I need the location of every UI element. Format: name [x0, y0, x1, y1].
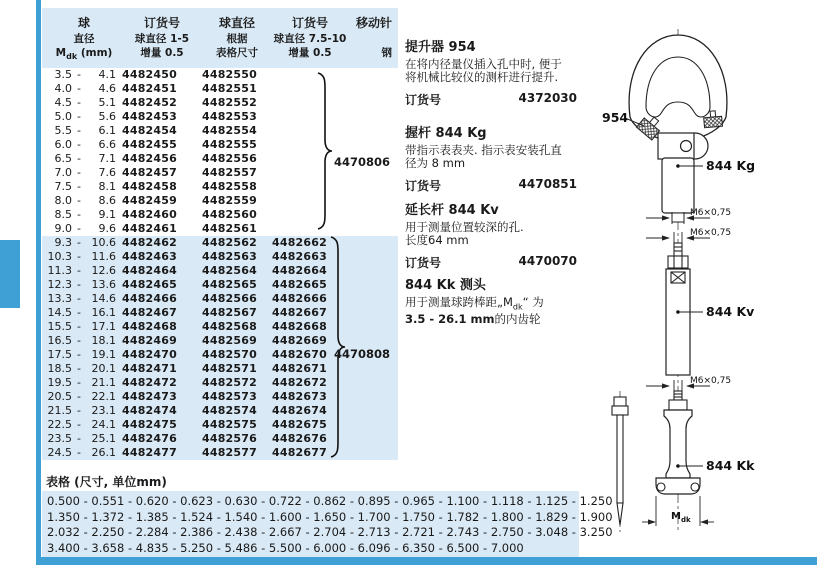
label-954: 954: [602, 110, 629, 125]
table-row: 19.5 - 21.1 4482472 4482572 4482672: [47, 376, 327, 389]
table-row: 14.5 - 16.1 4482467 4482567 4482667: [47, 306, 327, 319]
extension-rod: [666, 243, 690, 375]
table-row: 13.3 - 14.6 4482466 4482566 4482666: [47, 292, 327, 305]
technical-drawing: [598, 25, 817, 560]
order-label: 订货号: [405, 93, 442, 107]
product-title: 握杆 844 Kg: [405, 126, 487, 141]
label-mdk: $M_{dk}$: [671, 511, 691, 524]
table-row: 23.5 - 25.1 4482476 4482576 4482676: [47, 432, 327, 445]
label-thread-2: M6×0,75: [690, 228, 732, 238]
product-title: 延长杆 844 Kv: [405, 203, 499, 218]
product-block-head-844kk: [405, 278, 577, 326]
label-thread-3: M6×0,75: [690, 376, 732, 386]
product-line: 3.5 - 26.1 mm的内齿轮: [405, 312, 541, 327]
order-number: 4372030: [518, 91, 577, 105]
header-order-1-5: 订货号 球直径 1-5 增量 0.5: [134, 16, 190, 59]
leader-dot: [676, 310, 680, 314]
size-row: 1.350 - 1.372 - 1.385 - 1.524 - 1.540 - 1.600 - 1.650 - 1.700 - 1.750 - 1.782 - 1.800 - 1.829 - 1.900: [47, 509, 613, 524]
pin-order-number-2: 4470808: [334, 347, 391, 361]
table-row: 6.0 - 6.6 4482455 4482555: [54, 138, 257, 151]
product-line: 径为 8 mm: [405, 156, 466, 170]
table-row: 3.5 - 4.1 4482450 4482550: [54, 68, 257, 81]
table-row: 5.5 - 6.1 4482454 4482554: [54, 124, 257, 137]
label-844kg: 844 Kg: [706, 158, 756, 173]
header-ball-per-table: 球直径 根据 表格尺寸: [216, 16, 258, 59]
table-group-1: [42, 68, 398, 236]
order-label: 订货号: [405, 179, 442, 193]
table-row: 11.3 - 12.6 4482464 4482564 4482664: [47, 264, 327, 277]
product-line: 用于测量位置较深的孔.: [405, 220, 524, 234]
table-row: 10.3 - 11.6 4482463 4482563 4482663: [47, 250, 327, 263]
ball-order-table: [42, 8, 398, 460]
order-number: 4470070: [518, 254, 577, 268]
size-table: [42, 491, 613, 557]
product-line: 带指示表表夹. 指示表安装孔直: [405, 143, 562, 157]
product-line: 在将内径量仪插入孔中时, 便于: [405, 57, 562, 71]
table-row: 9.0 - 9.6 4482461 4482561: [54, 222, 257, 235]
product-line: 长度64 mm: [405, 233, 469, 247]
product-title: 844 Kk 测头: [405, 278, 486, 293]
label-844kk: 844 Kk: [706, 458, 755, 473]
table-row: 8.0 - 8.6 4482459 4482559: [54, 194, 257, 207]
product-line: 用于测量球跨棒距$„M_{dk}“$ 为: [405, 295, 544, 312]
table-header: [42, 8, 398, 68]
product-block-grip-844kg: [405, 126, 577, 194]
table-row: 7.5 - 8.1 4482458 4482558: [54, 180, 257, 193]
thread-stud: [672, 213, 684, 222]
label-844kv: 844 Kv: [706, 304, 755, 319]
table-row: 6.5 - 7.1 4482456 4482556: [54, 152, 257, 165]
label-thread-1: M6×0,75: [690, 208, 732, 218]
size-row: 2.032 - 2.250 - 2.284 - 2.386 - 2.438 - 2.667 - 2.704 - 2.713 - 2.721 - 2.743 - 2.750 - 3.048 - 3.250: [47, 525, 613, 539]
product-title: 提升器 954: [405, 40, 476, 55]
table-row: 16.5 - 18.1 4482469 4482569 4482669: [47, 334, 327, 347]
table-row: 17.5 - 19.1 4482470 4482570 4482670: [47, 348, 327, 361]
size-row: 0.500 - 0.551 - 0.620 - 0.623 - 0.630 - 0.722 - 0.862 - 0.895 - 0.965 - 1.100 - 1.118 - 1.125 - 1.250: [47, 494, 613, 508]
table-row: 7.0 - 7.6 4482457 4482557: [54, 166, 257, 179]
header-moving-pin: 移动针 钢: [355, 16, 392, 59]
size-row: 3.400 - 3.658 - 4.835 - 5.250 - 5.486 - 5.500 - 6.000 - 6.096 - 6.350 - 6.500 - 7.000: [47, 540, 524, 555]
leader-dot: [676, 464, 680, 468]
leader-dot: [676, 164, 680, 168]
accent-vertical-line: [36, 0, 41, 565]
table-row: 15.5 - 17.1 4482468 4482568 4482668: [47, 320, 327, 333]
moving-pin-needle: [612, 397, 628, 525]
header-ball-diameter: 球 直径 $M_{dk}$ (mm): [55, 16, 113, 62]
header-order-75-10: 订货号 球直径 7.5-10 增量 0.5: [273, 16, 347, 59]
measuring-head: [656, 391, 700, 494]
size-table-title: 表格 (尺寸, 单位mm): [46, 475, 167, 489]
table-row: 18.5 - 20.1 4482471 4482571 4482671: [47, 362, 327, 375]
clamp-joint: [658, 133, 708, 161]
table-row: 8.5 - 9.1 4482460 4482560: [54, 208, 257, 221]
product-line: 将机械比较仪的测杆进行提升.: [405, 70, 559, 84]
table-row: 24.5 - 26.1 4482477 4482577 4482677: [47, 446, 327, 459]
pin-order-number-1: 4470806: [334, 155, 391, 169]
table-row: 22.5 - 24.1 4482475 4482575 4482675: [47, 418, 327, 431]
table-row: 5.0 - 5.6 4482453 4482553: [54, 110, 257, 123]
product-block-extension-844kv: [405, 203, 577, 271]
table-row: 21.5 - 23.1 4482474 4482574 4482674: [47, 404, 327, 417]
table-row: 9.3 - 10.6 4482462 4482562 4482662: [54, 236, 327, 249]
order-label: 订货号: [405, 256, 442, 270]
table-row: 4.0 - 4.6 4482451 4482551: [54, 82, 257, 95]
table-row: 20.5 - 22.1 4482473 4482573 4482673: [47, 390, 327, 403]
order-number: 4470851: [518, 177, 577, 191]
table-row: 4.5 - 5.1 4482452 4482552: [54, 96, 257, 109]
product-block-lifter-954: [405, 40, 577, 108]
table-row: 12.3 - 13.6 4482465 4482565 4482665: [47, 278, 327, 291]
page-side-tab: [0, 240, 20, 308]
